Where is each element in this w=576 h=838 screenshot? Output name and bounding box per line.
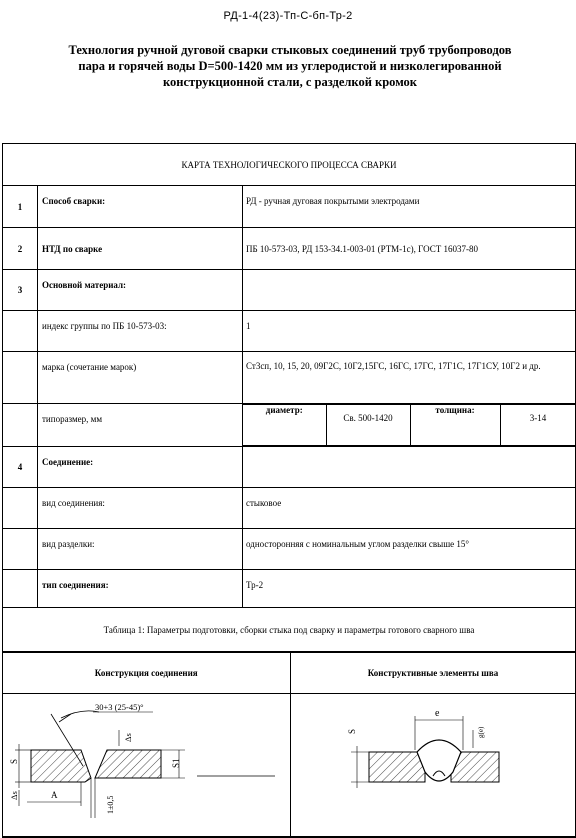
row-connection	[3, 447, 576, 488]
g-label: g(e)	[476, 726, 485, 738]
row-value: односторонняя с номинальным углом разделки свыше 15°	[243, 529, 576, 570]
row-number	[3, 352, 38, 404]
row-number: 3	[3, 270, 38, 311]
e-label: e	[434, 708, 439, 719]
diameter-value: Св. 500-1420	[326, 405, 410, 446]
row-base-material	[3, 270, 576, 311]
left-plate	[31, 750, 91, 782]
row-number	[3, 529, 38, 570]
s-label: S	[346, 728, 357, 734]
row-number	[3, 311, 38, 352]
bevel-angle-label: 30+3 (25-45)°	[95, 702, 144, 712]
a-label: A	[51, 790, 58, 800]
row-value: РД - ручная дуговая покрытыми электродами	[243, 186, 576, 228]
s1-label: S1	[171, 758, 181, 768]
joint-construction-drawing	[3, 694, 290, 837]
row-label: тип соединения:	[38, 570, 243, 608]
delta-s-bottom-label: Δs	[9, 791, 19, 800]
row-label: Основной материал:	[38, 270, 243, 311]
delta-s-top-label: Δs	[123, 733, 133, 742]
card-heading: КАРТА ТЕХНОЛОГИЧЕСКОГО ПРОЦЕССА СВАРКИ	[3, 144, 576, 186]
joint-bevel-diagram	[3, 694, 288, 834]
weld-elements-drawing	[290, 694, 576, 837]
diameter-label: диаметр:	[243, 405, 326, 446]
title-line-2: пара и горячей воды D=500-1420 мм из углеродистой и низколегированной	[78, 59, 502, 73]
row-bevel-kind	[3, 529, 576, 570]
row-value	[243, 270, 576, 311]
row-label: вид разделки:	[38, 529, 243, 570]
title-line-1: Технология ручной дуговой сварки стыковых соединений труб трубопроводов	[68, 43, 512, 57]
row-value: ПБ 10-573-03, РД 153-34.1-003-01 (РТМ-1с), ГОСТ 16037-80	[243, 228, 576, 270]
row-label: Соединение:	[38, 447, 243, 488]
row-label: НТД по сварке	[38, 228, 243, 270]
thickness-label: толщина:	[410, 405, 500, 446]
row-label: индекс группы по ПБ 10-573-03:	[38, 311, 243, 352]
row-steel-grade	[3, 352, 576, 404]
row-connection-kind	[3, 488, 576, 529]
row-number: 4	[3, 447, 38, 488]
row-connection-type	[3, 570, 576, 608]
row-value	[243, 447, 576, 488]
row-value: 1	[243, 311, 576, 352]
s-label: S	[9, 758, 19, 764]
row-value: стыковое	[243, 488, 576, 529]
left-plate	[369, 752, 425, 782]
right-plate	[95, 750, 161, 778]
row-ntd	[3, 228, 576, 270]
row-label: Способ сварки:	[38, 186, 243, 228]
row-welding-method	[3, 186, 576, 228]
row-value: Тр-2	[243, 570, 576, 608]
row-label: марка (сочетание марок)	[38, 352, 243, 404]
thickness-value: 3-14	[500, 405, 576, 446]
row-number	[3, 488, 38, 529]
row-label: вид соединения:	[38, 488, 243, 529]
row-number	[3, 404, 38, 447]
document-code: РД-1-4(23)-Тп-С-бп-Тр-2	[223, 10, 353, 22]
row-size	[3, 404, 576, 447]
weld-elements-diagram	[291, 694, 575, 834]
col-header-construction: Конструкция соединения	[3, 653, 290, 694]
col-header-elements: Конструктивные элементы шва	[290, 653, 576, 694]
welding-process-card	[2, 143, 576, 838]
row-number: 2	[3, 228, 38, 270]
row-number: 1	[3, 186, 38, 228]
row-label: типоразмер, мм	[38, 404, 243, 447]
row-group-index	[3, 311, 576, 352]
table-caption: Таблица 1: Параметры подготовки, сборки стыка под сварку и параметры готового сварного шва	[3, 608, 576, 652]
row-number	[3, 570, 38, 608]
title-line-3: конструкционной стали, с разделкой кромок	[162, 75, 417, 89]
row-value: Ст3сп, 10, 15, 20, 09Г2С, 10Г2,15ГС, 16ГС, 17ГС, 17Г1С, 17Г1СУ, 10Г2 и др.	[243, 352, 576, 404]
document-title	[14, 42, 566, 90]
gap-label: 1±0,5	[106, 795, 115, 814]
